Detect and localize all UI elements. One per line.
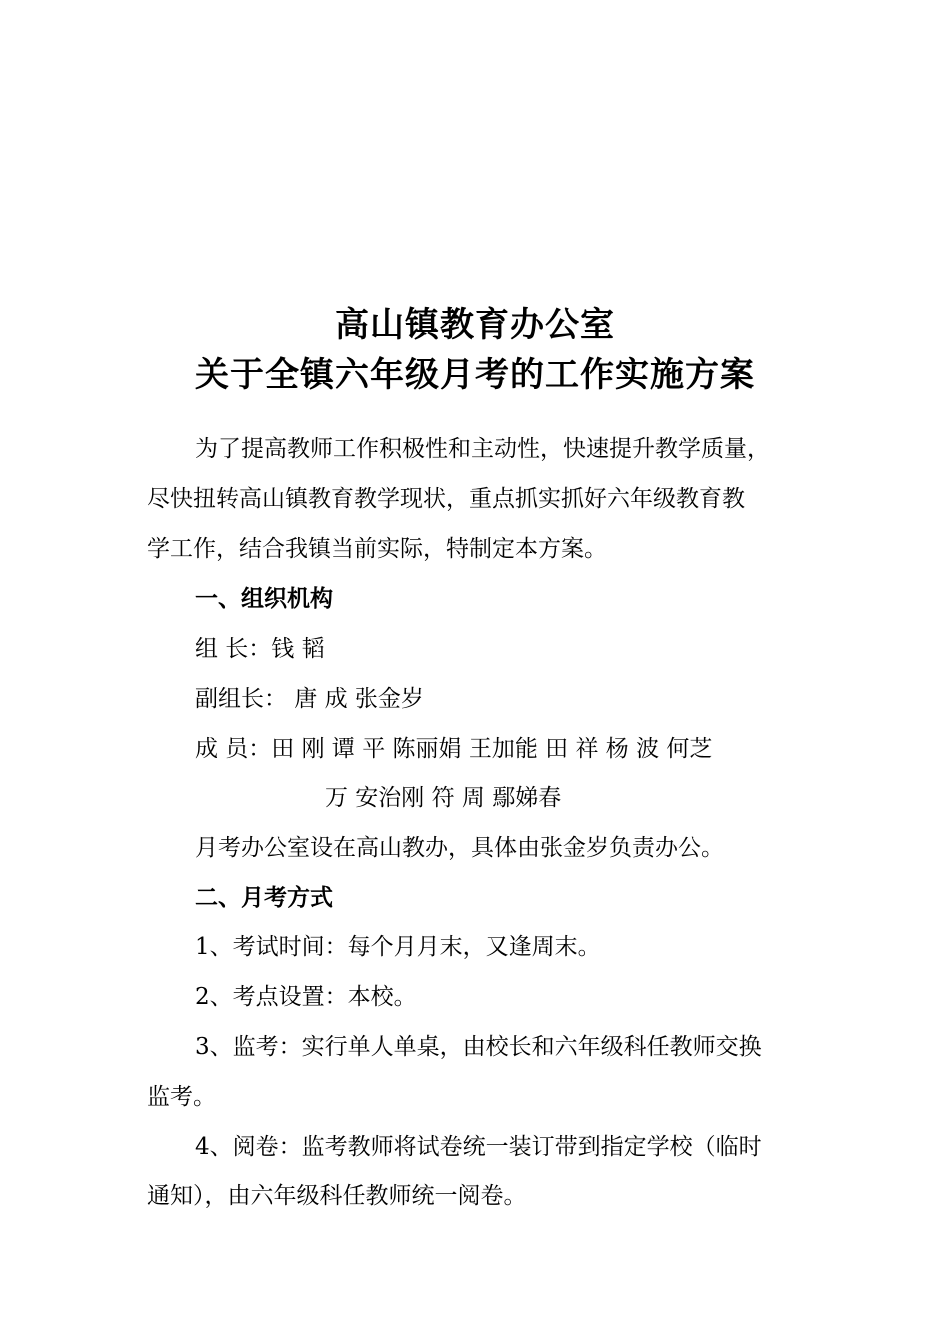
- section-heading-organization: 一、组织机构: [195, 585, 333, 612]
- exam-item-3-line2: 监考。: [147, 1084, 216, 1110]
- exam-item-1: 1、考试时间：每个月月末，又逢周末。: [195, 934, 601, 960]
- document-title-line1: 高山镇教育办公室: [335, 305, 615, 345]
- intro-line-2: 尽快扭转高山镇教育教学现状，重点抓实抓好六年级教育教: [147, 486, 745, 512]
- members-line-2: 万 安治刚 符 周 鄢娣春: [325, 785, 562, 811]
- section-heading-exam-method: 二、月考方式: [195, 884, 333, 911]
- deputy-leader: 副组长： 唐 成 张金岁: [195, 686, 424, 712]
- document-title-line2: 关于全镇六年级月考的工作实施方案: [195, 355, 755, 395]
- exam-item-4-line2: 通知），由六年级科任教师统一阅卷。: [147, 1183, 527, 1209]
- exam-item-3-line1: 3、监考：实行单人单桌，由校长和六年级科任教师交换: [195, 1034, 762, 1060]
- office-note: 月考办公室设在高山教办，具体由张金岁负责办公。: [195, 835, 724, 861]
- exam-item-2: 2、考点设置：本校。: [195, 984, 417, 1010]
- members-line-1: 成 员：田 刚 谭 平 陈丽娟 王加能 田 祥 杨 波 何芝: [195, 736, 713, 762]
- intro-line-3: 学工作，结合我镇当前实际，特制定本方案。: [147, 536, 607, 562]
- intro-line-1: 为了提高教师工作积极性和主动性，快速提升教学质量，: [195, 436, 770, 462]
- group-leader: 组 长：钱 韬: [195, 636, 325, 662]
- exam-item-4-line1: 4、阅卷：监考教师将试卷统一装订带到指定学校（临时: [195, 1134, 762, 1160]
